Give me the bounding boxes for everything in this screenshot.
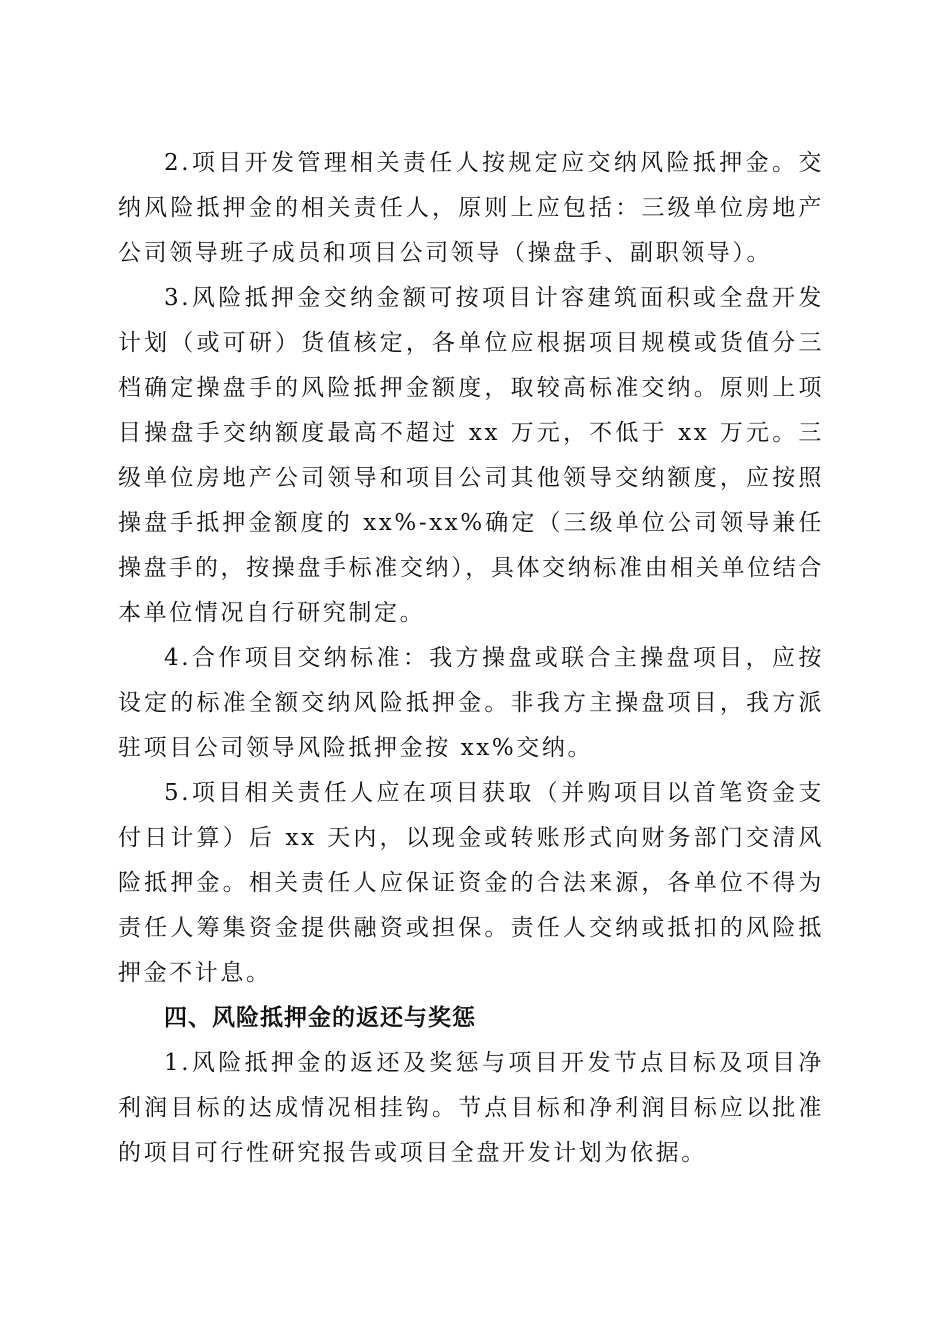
paragraph-return-and-rewards: 1.风险抵押金的返还及奖惩与项目开发节点目标及项目净利润目标的达成情况相挂钩。节点目标和净利润目标应以批准的项目可行性研究报告或项目全盘开发计划为依据。 xyxy=(118,1050,824,1166)
document-page xyxy=(118,141,824,1176)
paragraph-payment-deadline: 5.项目相关责任人应在项目获取（并购项目以首笔资金支付日计算）后 xx 天内，以现金或转账形式向财务部门交清风险抵押金。相关责任人应保证资金的合法来源，各单位不得为责任人筹集资金提供融资或担保。责任人交纳或抵扣的风险抵押金不计息。 xyxy=(118,780,824,986)
paragraph-deposit-amount: 3.风险抵押金交纳金额可按项目计容建筑面积或全盘开发计划（或可研）货值核定，各单位应根据项目规模或货值分三档确定操盘手的风险抵押金额度，取较高标准交纳。原则上项目操盘手交纳额度最高不超过 xx 万元，不低于 xx 万元。三级单位房地产公司领导和项目公司其他领导交纳额度，应按照操盘手抵押金额度的 xx%-xx%确定（三级单位公司领导兼任操盘手的，按操盘手标准交纳），具体交纳标准由相关单位结合本单位情况自行研究制定。 xyxy=(118,285,824,626)
paragraph-cooperation-projects: 4.合作项目交纳标准：我方操盘或联合主操盘项目，应按设定的标准全额交纳风险抵押金。非我方主操盘项目，我方派驻项目公司领导风险抵押金按 xx%交纳。 xyxy=(118,645,824,761)
paragraph-responsible-persons: 2.项目开发管理相关责任人按规定应交纳风险抵押金。交纳风险抵押金的相关责任人，原则上应包括：三级单位房地产公司领导班子成员和项目公司领导（操盘手、副职领导）。 xyxy=(118,150,824,266)
section-heading: 四、风险抵押金的返还与奖惩 xyxy=(164,1005,476,1031)
